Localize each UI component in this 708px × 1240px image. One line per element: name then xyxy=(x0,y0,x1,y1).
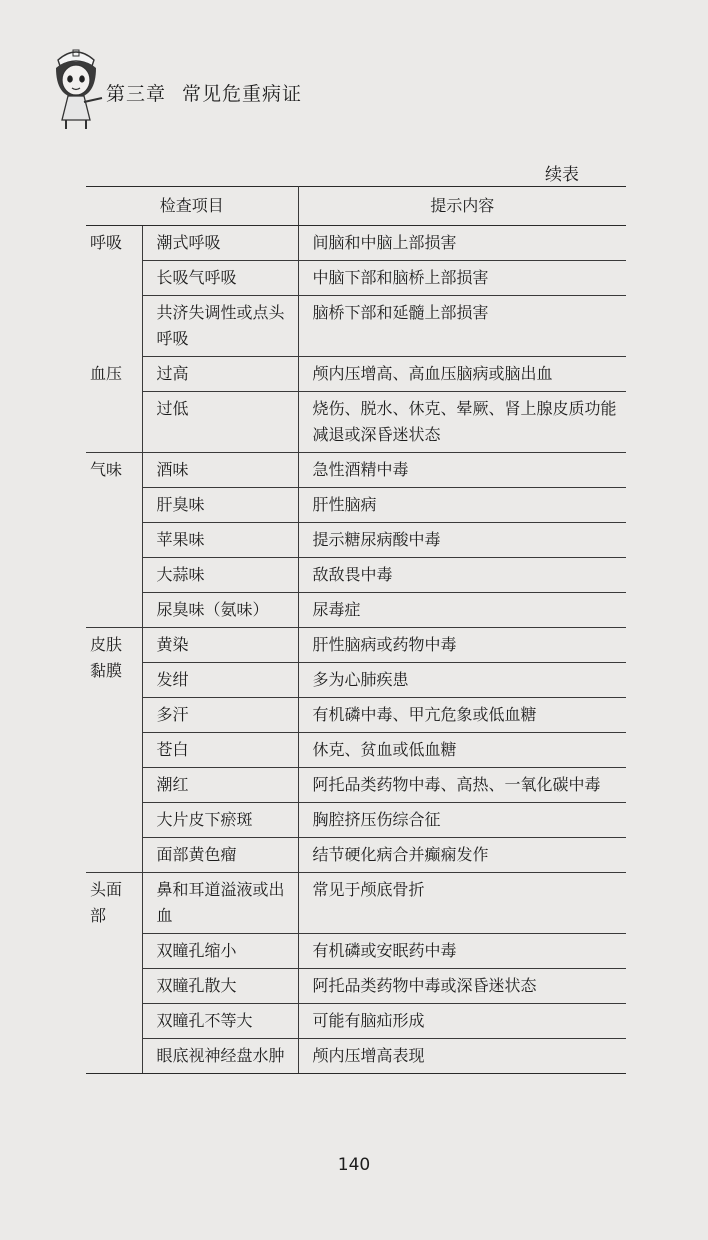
item-cell: 大片皮下瘀斑 xyxy=(142,803,298,838)
table-row xyxy=(86,226,626,261)
item-cell: 鼻和耳道溢液或出血 xyxy=(142,873,298,934)
nurse-mascot-illustration xyxy=(44,42,108,130)
item-cell: 共济失调性或点头呼吸 xyxy=(142,296,298,357)
item-cell: 苹果味 xyxy=(142,523,298,558)
item-cell: 发绀 xyxy=(142,663,298,698)
table-row xyxy=(86,296,626,357)
table-row xyxy=(86,768,626,803)
item-cell: 多汗 xyxy=(142,698,298,733)
hint-cell: 可能有脑疝形成 xyxy=(298,1004,626,1039)
hint-cell: 阿托品类药物中毒、高热、一氧化碳中毒 xyxy=(298,768,626,803)
table-row xyxy=(86,733,626,768)
hint-cell: 肝性脑病或药物中毒 xyxy=(298,628,626,663)
hint-cell: 颅内压增高表现 xyxy=(298,1039,626,1074)
item-cell: 尿臭味（氨味） xyxy=(142,593,298,628)
examination-table xyxy=(86,186,626,1074)
item-cell: 过高 xyxy=(142,357,298,392)
table-row xyxy=(86,698,626,733)
chapter-heading xyxy=(106,79,302,106)
hint-cell: 休克、贫血或低血糖 xyxy=(298,733,626,768)
table-row xyxy=(86,1004,626,1039)
hint-cell: 多为心肺疾患 xyxy=(298,663,626,698)
hint-cell: 脑桥下部和延髓上部损害 xyxy=(298,296,626,357)
item-cell: 苍白 xyxy=(142,733,298,768)
category-cell: 气味 xyxy=(86,453,142,628)
table-row xyxy=(86,558,626,593)
chapter-title: 常见危重病证 xyxy=(182,83,303,105)
hint-cell: 有机磷中毒、甲亢危象或低血糖 xyxy=(298,698,626,733)
hint-cell: 常见于颅底骨折 xyxy=(298,873,626,934)
category-cell: 头面部 xyxy=(86,873,142,1074)
item-cell: 大蒜味 xyxy=(142,558,298,593)
table-row xyxy=(86,488,626,523)
hint-cell: 提示糖尿病酸中毒 xyxy=(298,523,626,558)
category-cell: 血压 xyxy=(86,357,142,453)
table-row xyxy=(86,453,626,488)
item-cell: 眼底视神经盘水肿 xyxy=(142,1039,298,1074)
hint-cell: 急性酒精中毒 xyxy=(298,453,626,488)
item-cell: 过低 xyxy=(142,392,298,453)
hint-cell: 肝性脑病 xyxy=(298,488,626,523)
column-header-hint: 提示内容 xyxy=(298,187,626,226)
hint-cell: 胸腔挤压伤综合征 xyxy=(298,803,626,838)
table-row xyxy=(86,663,626,698)
table-row xyxy=(86,628,626,663)
item-cell: 黄染 xyxy=(142,628,298,663)
category-cell: 呼吸 xyxy=(86,226,142,357)
item-cell: 酒味 xyxy=(142,453,298,488)
hint-cell: 中脑下部和脑桥上部损害 xyxy=(298,261,626,296)
item-cell: 双瞳孔不等大 xyxy=(142,1004,298,1039)
table-row xyxy=(86,838,626,873)
table-row xyxy=(86,357,626,392)
table-row xyxy=(86,873,626,934)
hint-cell: 间脑和中脑上部损害 xyxy=(298,226,626,261)
table-row xyxy=(86,593,626,628)
hint-cell: 烧伤、脱水、休克、晕厥、肾上腺皮质功能减退或深昏迷状态 xyxy=(298,392,626,453)
item-cell: 潮红 xyxy=(142,768,298,803)
hint-cell: 尿毒症 xyxy=(298,593,626,628)
item-cell: 面部黄色瘤 xyxy=(142,838,298,873)
hint-cell: 敌敌畏中毒 xyxy=(298,558,626,593)
hint-cell: 有机磷或安眠药中毒 xyxy=(298,934,626,969)
hint-cell: 阿托品类药物中毒或深昏迷状态 xyxy=(298,969,626,1004)
table-row xyxy=(86,969,626,1004)
continued-label: 续表 xyxy=(545,165,579,185)
item-cell: 双瞳孔散大 xyxy=(142,969,298,1004)
hint-cell: 结节硬化病合并癫痫发作 xyxy=(298,838,626,873)
item-cell: 潮式呼吸 xyxy=(142,226,298,261)
table-row xyxy=(86,523,626,558)
item-cell: 肝臭味 xyxy=(142,488,298,523)
hint-cell: 颅内压增高、高血压脑病或脑出血 xyxy=(298,357,626,392)
page-number: 140 xyxy=(337,1155,371,1175)
table-header-row xyxy=(86,187,626,226)
table-row xyxy=(86,261,626,296)
table-row xyxy=(86,803,626,838)
item-cell: 长吸气呼吸 xyxy=(142,261,298,296)
category-cell: 皮肤黏膜 xyxy=(86,628,142,873)
column-header-item: 检查项目 xyxy=(86,187,298,226)
table-row xyxy=(86,1039,626,1074)
table-row xyxy=(86,392,626,453)
table-row xyxy=(86,934,626,969)
chapter-number: 第三章 xyxy=(106,83,167,105)
item-cell: 双瞳孔缩小 xyxy=(142,934,298,969)
